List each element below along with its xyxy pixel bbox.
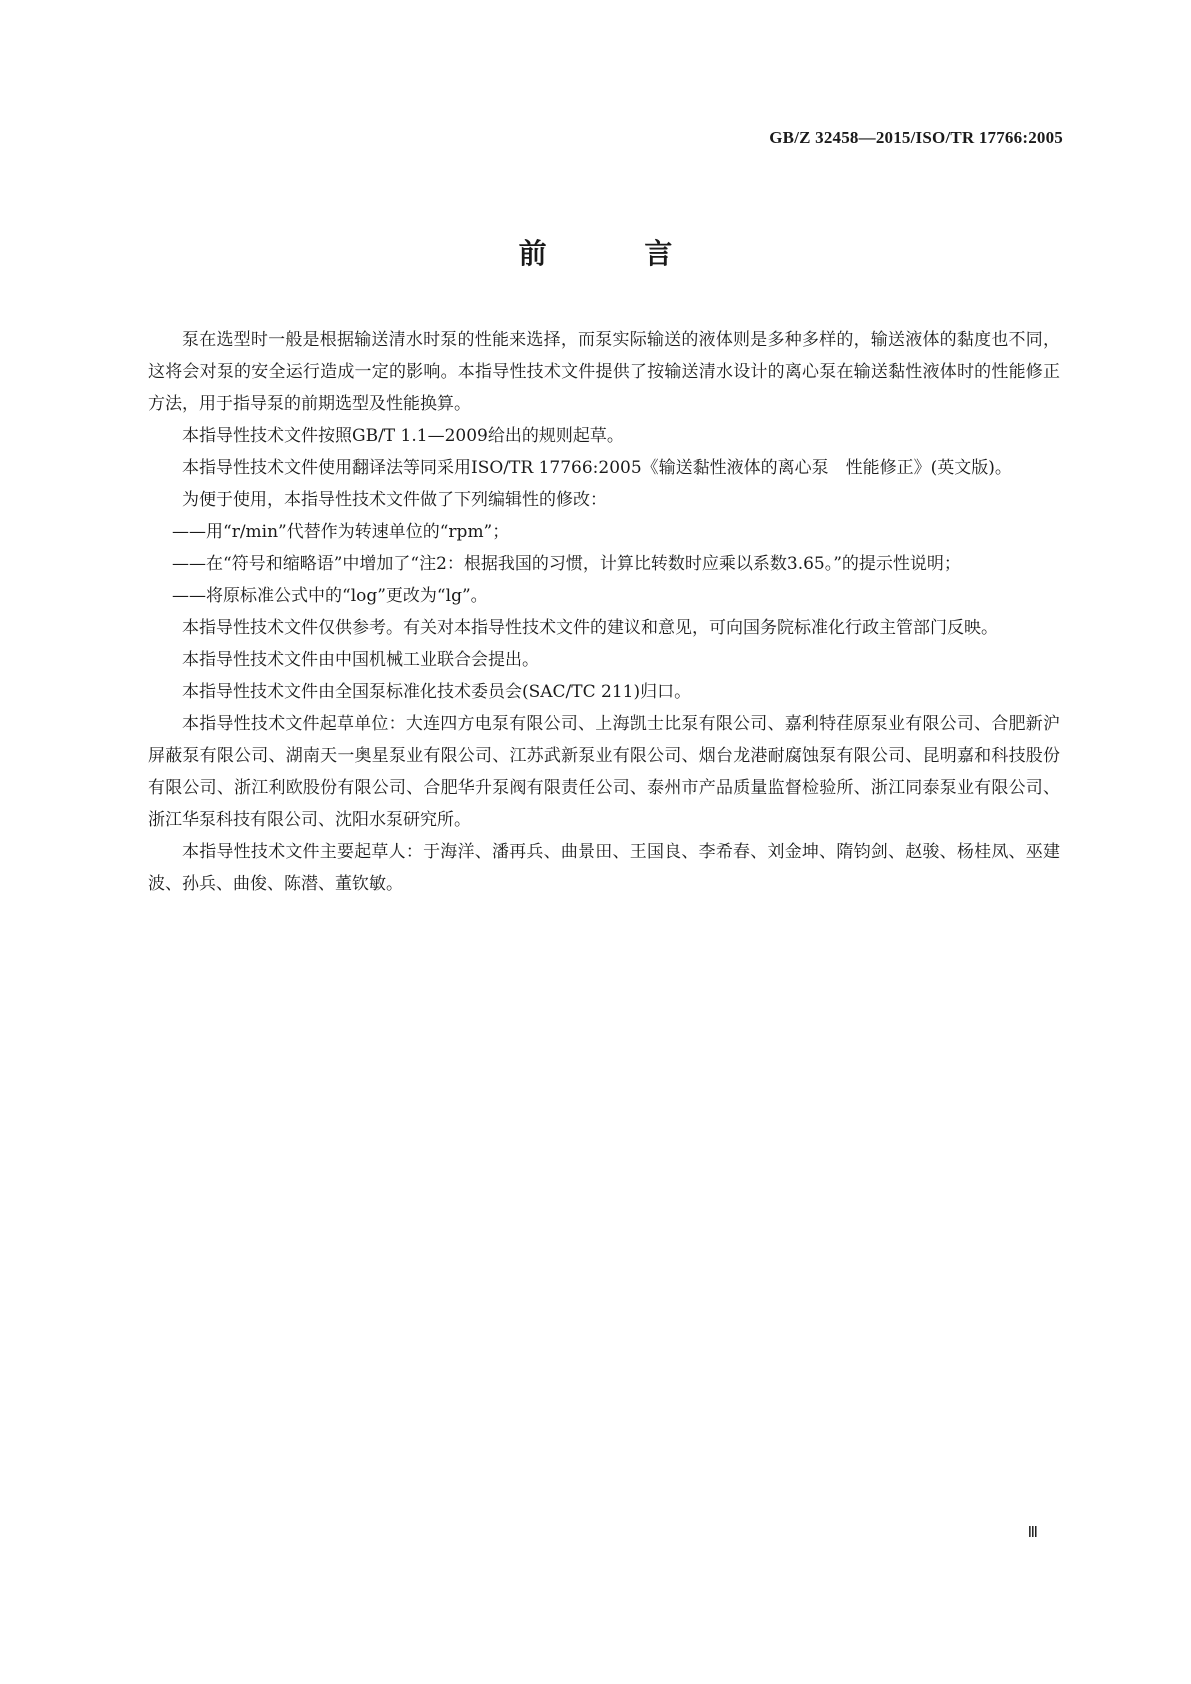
list-item: ——用“r/min”代替作为转速单位的“rpm”； (172, 522, 510, 542)
paragraph-background: 泵在选型时一般是根据输送清水时泵的性能来选择，而泵实际输送的液体则是多种多样的，输送液体的黏度也不同，这将会对泵的安全运行造成一定的影响。本指导性技术文件提供了按输送清水设计的离心泵在输送黏性液体时的性能修正方法，用于指导泵的前期选型及性能换算。 (148, 330, 1060, 414)
paragraph-reference-only: 本指导性技术文件仅供参考。有关对本指导性技术文件的建议和意见，可向国务院标准化行政主管部门反映。 (182, 618, 998, 638)
paragraph-adoption: 本指导性技术文件使用翻译法等同采用ISO/TR 17766:2005《输送黏性液体的离心泵 性能修正》(英文版)。 (182, 458, 1012, 478)
list-item: ——在“符号和缩略语”中增加了“注2：根据我国的习惯，计算比转数时应乘以系数3.65。”的提示性说明； (172, 554, 961, 574)
paragraph-committee: 本指导性技术文件由全国泵标准化技术委员会(SAC/TC 211)归口。 (182, 682, 692, 702)
preface-body (148, 324, 1060, 900)
paragraph-drafters: 本指导性技术文件主要起草人：于海洋、潘再兵、曲景田、王国良、李希春、刘金坤、隋钧剑、赵骏、杨桂凤、巫建波、孙兵、曲俊、陈潜、董钦敏。 (148, 842, 1060, 894)
list-item: ——将原标准公式中的“log”更改为“lg”。 (172, 586, 488, 606)
page-title: 前 言 (518, 237, 717, 270)
document-code: GB/Z 32458—2015/ISO/TR 17766:2005 (769, 128, 1063, 147)
paragraph-editorial-changes: 为便于使用，本指导性技术文件做了下列编辑性的修改： (182, 490, 607, 510)
paragraph-proposer: 本指导性技术文件由中国机械工业联合会提出。 (182, 650, 539, 670)
paragraph-drafting-units: 本指导性技术文件起草单位：大连四方电泵有限公司、上海凯士比泵有限公司、嘉利特荏原泵业有限公司、合肥新沪屏蔽泵有限公司、湖南天一奥星泵业有限公司、江苏武新泵业有限公司、烟台龙港耐腐蚀泵有限公司、昆明嘉和科技股份有限公司、浙江利欧股份有限公司、合肥华升泵阀有限责任公司、泰州市产品质量监督检验所、浙江同泰泵业有限公司、浙江华泵科技有限公司、沈阳水泵研究所。 (148, 714, 1060, 830)
page-number: Ⅲ (1027, 1525, 1038, 1541)
paragraph-drafting-rules: 本指导性技术文件按照GB/T 1.1—2009给出的规则起草。 (182, 426, 624, 446)
